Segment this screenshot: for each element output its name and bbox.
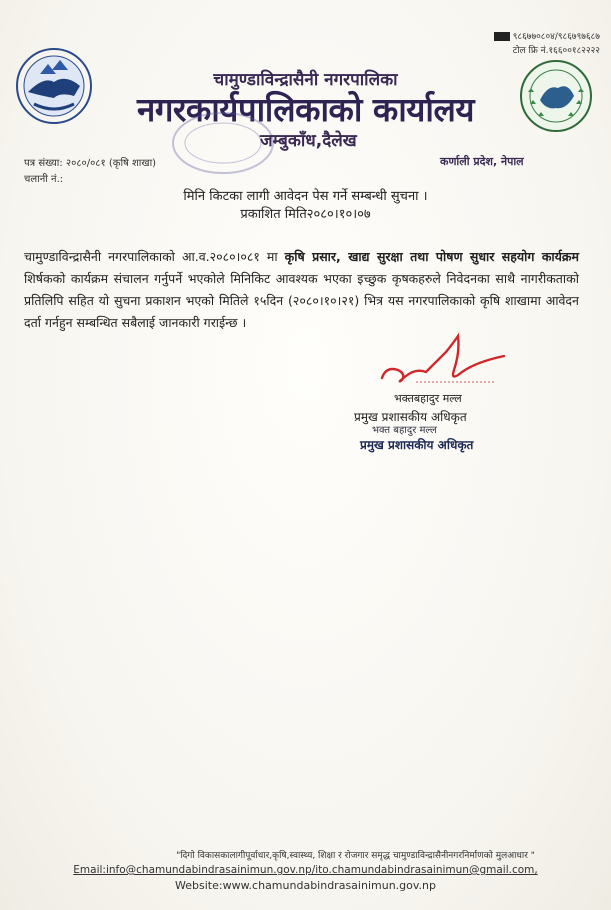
stamp-title: प्रमुख प्रशासकीय अधिकृत — [360, 438, 474, 452]
dispatch-number: चलानी नं.: — [24, 174, 64, 185]
reference-block — [24, 156, 156, 188]
phone-numbers: ९८६७७०८०४/९८६७९७६८७ — [512, 32, 600, 42]
program-name: कृषि प्रसार, खाद्य सुरक्षा तथा पोषण सुधार सहयोग कार्यक्रम — [284, 249, 579, 264]
office-location: जम्बुकाँध,दैलेख — [260, 131, 357, 151]
province-address: कर्णाली प्रदेश, नेपाल — [440, 155, 524, 168]
office-name: नगरकार्यपालिकाको कार्यालय — [137, 90, 474, 129]
signature-icon — [376, 332, 508, 392]
letter-number: पत्र संख्या: २०८०/०८१ (कृषि शाखा) — [24, 158, 157, 169]
body-part-1: चामुण्डाविन्द्रासैनी नगरपालिकाको आ.व.२०८०।०८१ मा — [24, 249, 285, 264]
stamp-name: भक्त बहादुर मल्ल — [372, 425, 437, 436]
published-date: प्रकाशित मिति२०८०।१०।०७ — [240, 207, 371, 222]
contact-numbers — [400, 30, 600, 58]
notice-body — [24, 246, 579, 334]
footer-email[interactable]: Email:info@chamundabindrasainimun.gov.np/ito.chamundabindrasainimun@gmail.com, — [73, 864, 538, 876]
footer-slogan: "दिगो विकासकालागीपूर्वाधार,कृषि,स्वास्थ्य, शिक्षा र रोजगार समृद्ध चामुण्डाविन्द्रासैनीनगरनिर्माणको मुलआधार " — [176, 851, 535, 861]
tollfree-number: टोल फ्रि नं.१६६००१८२२२२ — [512, 46, 600, 56]
notice-subject — [0, 188, 611, 224]
signatory-title: प्रमुख प्रशासकीय अधिकृत — [354, 410, 467, 424]
municipality-name: चामुण्डाविन्द्रासैनी नगरपालिका — [213, 70, 398, 90]
footer-website[interactable]: Website:www.chamundabindrasainimun.gov.np — [175, 879, 436, 892]
subject-line: मिनि किटका लागी आवेदन पेस गर्ने सम्बन्धी सुचना । — [183, 189, 428, 204]
footer — [0, 848, 611, 892]
body-part-2: शिर्षकको कार्यक्रम संचालन गर्नुपर्ने भएकोले मिनिकिट आवश्यक भएका इच्छुक कृषकहरुले निवेदनका साथै नागरीकताको प्रतिलिपि सहित यो सुचना प्रकाशन भएको मितिले १५दिन (२०८०।१०।२१) भित्र यस नगरपालिकाको कृषि शाखामा आवेदन दर्ता गर्नहुन सम्बन्धित सबैलाई जानकारी गराईन्छ । — [24, 271, 579, 330]
phone-icon — [494, 32, 510, 41]
signatory-name: भक्तबहादुर मल्ल — [394, 392, 462, 405]
